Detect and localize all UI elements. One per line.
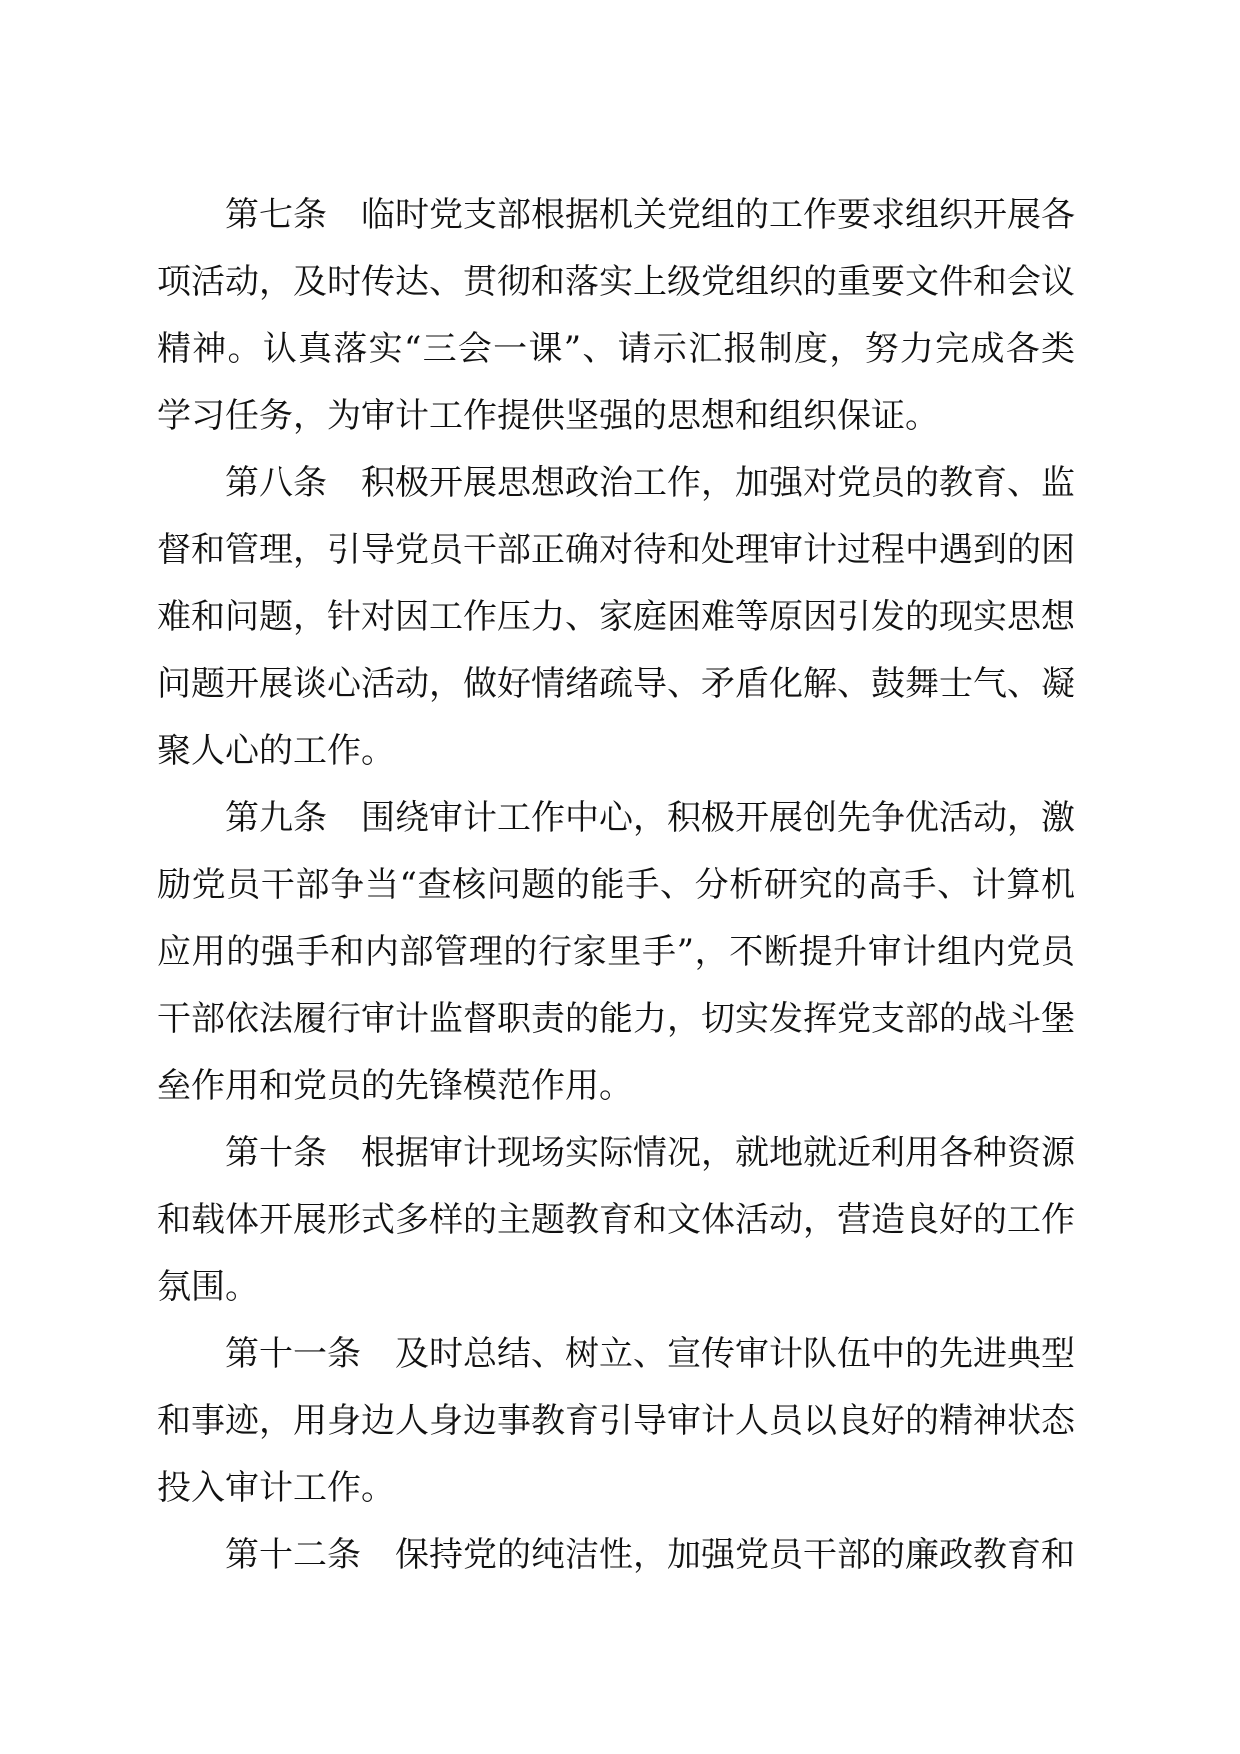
article-line: 第八条 积极开展思想政治工作，加强对党员的教育、监: [225, 463, 1075, 503]
article-11: [157, 1321, 1075, 1522]
article-line: 第十二条 保持党的纯洁性，加强党员干部的廉政教育和: [225, 1535, 1075, 1575]
article-9: [157, 785, 1075, 1120]
article-line: 垒作用和党员的先锋模范作用。: [157, 1066, 633, 1106]
article-10: [157, 1120, 1075, 1321]
article-8: [157, 450, 1075, 785]
article-12: [157, 1522, 1075, 1589]
article-line: 第七条 临时党支部根据机关党组的工作要求组织开展各: [225, 195, 1075, 235]
article-line: 项活动，及时传达、贯彻和落实上级党组织的重要文件和会议: [157, 262, 1075, 302]
article-line: 第九条 围绕审计工作中心，积极开展创先争优活动，激: [225, 798, 1075, 838]
article-line: 和载体开展形式多样的主题教育和文体活动，营造良好的工作: [157, 1200, 1075, 1240]
article-line: 聚人心的工作。: [157, 731, 395, 771]
article-7: [157, 182, 1075, 450]
article-line: 问题开展谈心活动，做好情绪疏导、矛盾化解、鼓舞士气、凝: [157, 664, 1075, 704]
article-line: 难和问题，针对因工作压力、家庭困难等原因引发的现实思想: [157, 597, 1075, 637]
article-line: 和事迹，用身边人身边事教育引导审计人员以良好的精神状态: [157, 1401, 1075, 1441]
article-line: 干部依法履行审计监督职责的能力，切实发挥党支部的战斗堡: [157, 999, 1075, 1039]
article-line: 精神。认真落实“三会一课”、请示汇报制度，努力完成各类: [157, 329, 1075, 369]
article-line: 氛围。: [157, 1267, 259, 1307]
article-line: 应用的强手和内部管理的行家里手”，不断提升审计组内党员: [157, 932, 1075, 972]
article-line: 投入审计工作。: [157, 1468, 395, 1508]
document-body: [157, 182, 1075, 1589]
article-line: 学习任务，为审计工作提供坚强的思想和组织保证。: [157, 396, 939, 436]
article-line: 第十一条 及时总结、树立、宣传审计队伍中的先进典型: [225, 1334, 1075, 1374]
article-line: 励党员干部争当“查核问题的能手、分析研究的高手、计算机: [157, 865, 1075, 905]
article-line: 督和管理，引导党员干部正确对待和处理审计过程中遇到的困: [157, 530, 1075, 570]
article-line: 第十条 根据审计现场实际情况，就地就近利用各种资源: [225, 1133, 1075, 1173]
